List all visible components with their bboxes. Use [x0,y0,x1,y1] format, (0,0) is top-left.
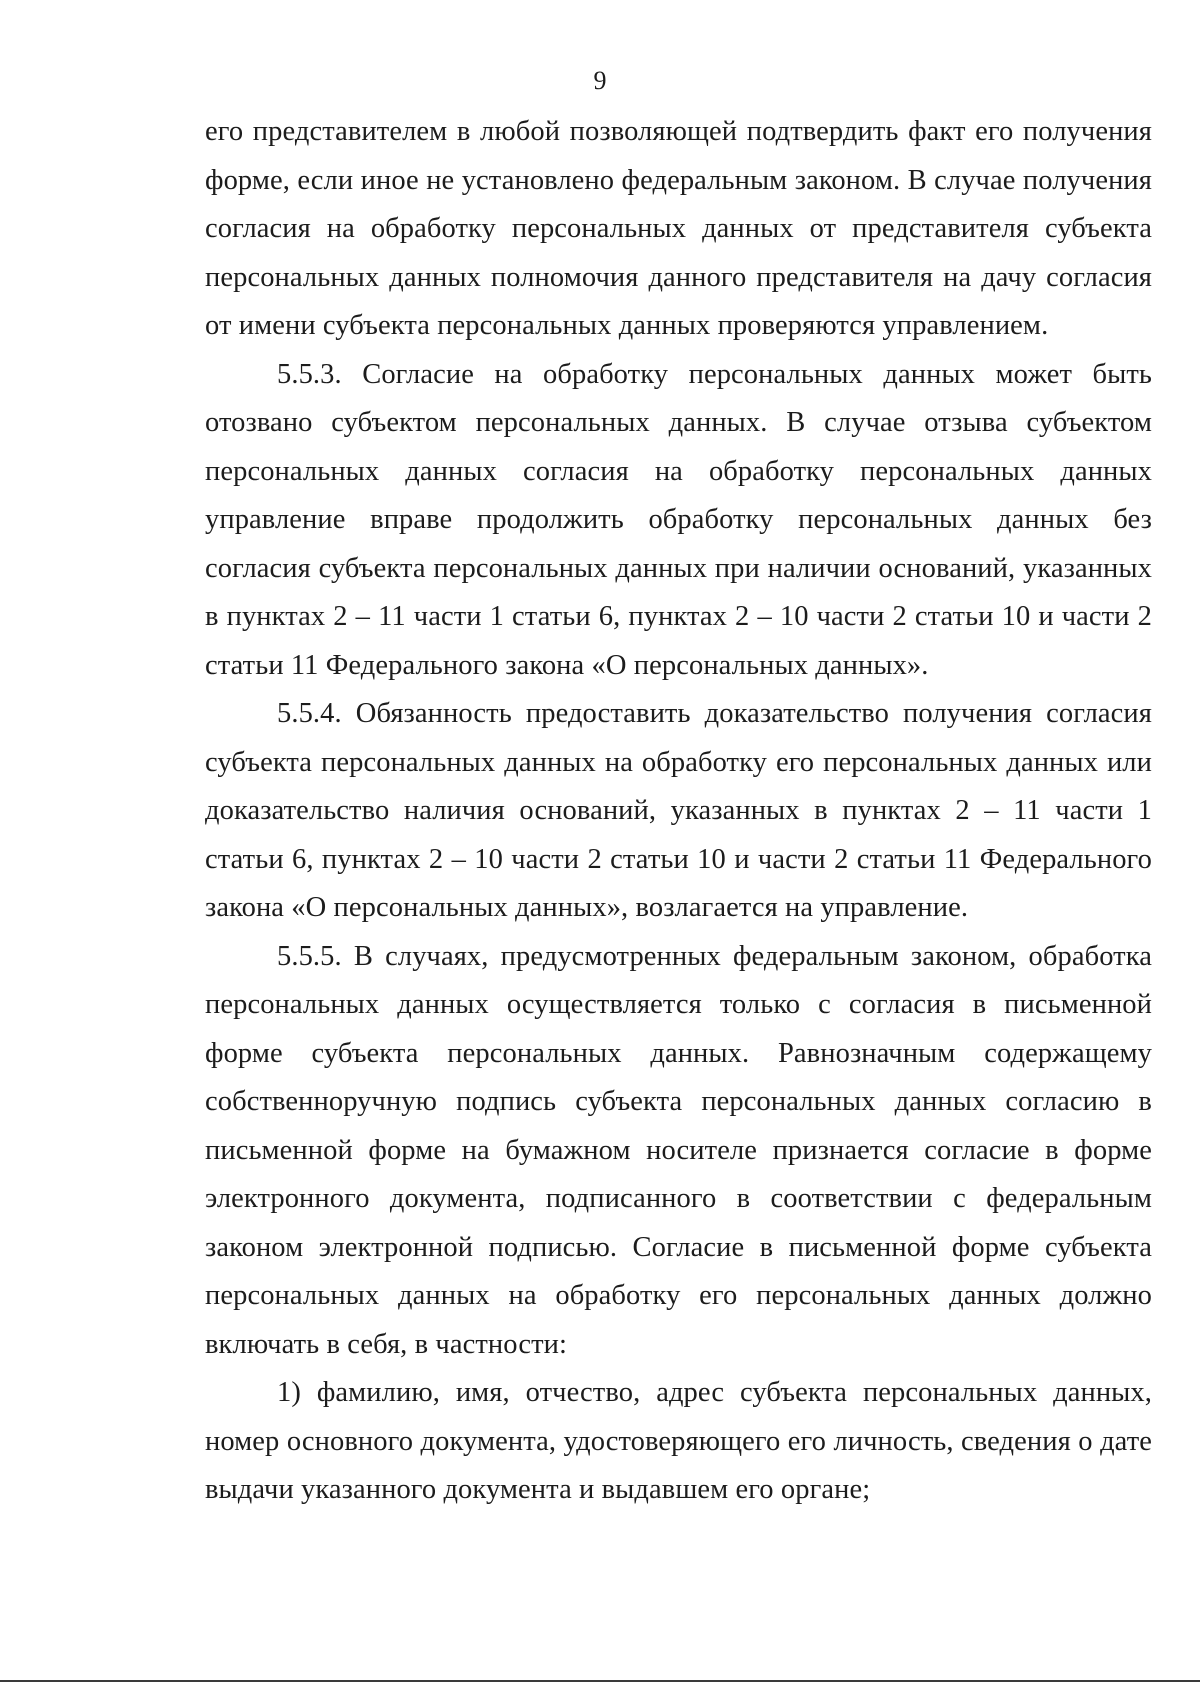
list-item-1: 1) фамилию, имя, отчество, адрес субъекта персональных данных, номер основного документа, удостоверяющего его личность, сведения о дате выдачи указанного документа и выдавшем его органе; [205,1377,1152,1505]
bottom-divider [0,1680,1200,1682]
document-body [205,108,1152,1515]
paragraph-5-5-4: 5.5.4. Обязанность предоставить доказательство получения согласия субъекта персональных данных на обработку его персональных данных или доказательство наличия оснований, указанных в пунктах 2 – 11 части 1 статьи 6, пунктах 2 – 10 части 2 статьи 10 и части 2 статьи 11 Федерального закона «О персональных данных», возлагается на управление. [205,698,1152,923]
paragraph-5-5-3: 5.5.3. Согласие на обработку персональных данных может быть отозвано субъектом персональных данных. В случае отзыва субъектом персональных данных согласия на обработку персональных данных управление вправе продолжить обработку персональных данных без согласия субъекта персональных данных при наличии оснований, указанных в пунктах 2 – 11 части 1 статьи 6, пунктах 2 – 10 части 2 статьи 10 и части 2 статьи 11 Федерального закона «О персональных данных». [205,358,1152,681]
page-number: 9 [593,66,607,95]
paragraph-5-5-5: 5.5.5. В случаях, предусмотренных федеральным законом, обработка персональных данных осуществляется только с согласия в письменной форме субъекта персональных данных. Равнозначным содержащему собственноручную подпись субъекта персональных данных согласию в письменной форме на бумажном носителе признается согласие в форме электронного документа, подписанного в соответствии с федеральным законом электронной подписью. Согласие в письменной форме субъекта персональных данных на обработку его персональных данных должно включать в себя, в частности: [205,940,1152,1360]
paragraph-continuation: его представителем в любой позволяющей подтвердить факт его получения форме, если иное не установлено федеральным законом. В случае получения согласия на обработку персональных данных от представителя субъекта персональных данных полномочия данного представителя на дачу согласия от имени субъекта персональных данных проверяются управлением. [205,116,1152,341]
